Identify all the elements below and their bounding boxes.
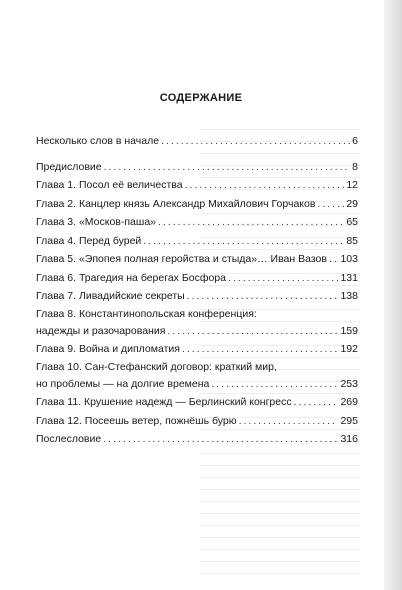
toc-entry-page: 8 [352, 160, 358, 173]
table-of-contents [36, 132, 358, 449]
toc-entry-page: 12 [346, 179, 358, 191]
leader-dots [294, 393, 339, 412]
toc-entry-page: 192 [340, 343, 358, 355]
leader-dots [161, 132, 350, 151]
leader-dots [228, 269, 338, 288]
toc-entry [36, 213, 358, 232]
toc-entry-title-continued: надежды и разочарования [36, 324, 166, 337]
toc-entry [36, 306, 358, 341]
toc-entry [36, 412, 358, 431]
toc-entry-title: Глава 12. Посеешь ветер, пожнёшь бурю [36, 414, 237, 427]
toc-entry [36, 195, 358, 214]
toc-entry-page: 29 [346, 197, 358, 210]
toc-entry-title: Глава 11. Крушение надежд — Берлинский конгресс [36, 396, 292, 408]
toc-entry-title: Глава 1. Посол её величества [36, 179, 183, 191]
leader-dots [182, 340, 339, 359]
page-title: СОДЕРЖАНИЕ [159, 92, 243, 104]
toc-entry [36, 287, 358, 306]
leader-dots [167, 322, 338, 341]
toc-entry [36, 176, 358, 195]
toc-entry-title: Предисловие [36, 160, 102, 173]
leader-dots [239, 412, 339, 431]
toc-entry-page: 269 [340, 396, 358, 408]
toc-entry-title: Несколько слов в начале [36, 135, 160, 147]
leader-dots [185, 176, 345, 195]
toc-entry [36, 430, 358, 449]
toc-entry-title: Послесловие [36, 433, 102, 445]
toc-entry-page: 253 [340, 377, 358, 390]
toc-entry-title: Глава 5. «Эпопея полная геройства и стыда»… Иван Вазов [36, 253, 327, 265]
toc-entry-title: Глава 10. Сан-Стефанский договор: краткий мир, [36, 360, 277, 373]
toc-entry-page: 138 [340, 290, 358, 302]
toc-entry-page: 131 [340, 271, 358, 284]
toc-entry [36, 340, 358, 359]
toc-entry-page: 103 [340, 253, 358, 265]
leader-dots [143, 232, 344, 251]
leader-dots [104, 158, 351, 177]
toc-entry [36, 393, 358, 412]
toc-entry [36, 250, 358, 269]
toc-entry [36, 359, 358, 394]
leader-dots [103, 430, 338, 449]
toc-entry [36, 158, 358, 177]
toc-entry-title-continued: но проблемы — на долгие времена [36, 377, 210, 390]
page-edge-shadow [384, 0, 402, 590]
toc-entry-page: 6 [352, 135, 358, 147]
leader-dots [317, 195, 344, 214]
toc-entry-page: 65 [346, 216, 358, 228]
toc-entry-title: Глава 2. Канцлер князь Александр Михайлович Горчаков [36, 197, 316, 210]
toc-entry-page: 316 [340, 433, 358, 445]
leader-dots [158, 213, 344, 232]
toc-entry-title: Глава 6. Трагедия на берегах Босфора [36, 271, 226, 284]
toc-entry-title: Глава 7. Ливадийские секреты [36, 290, 185, 302]
toc-entry-title: Глава 9. Война и дипломатия [36, 343, 180, 355]
toc-entry-page: 295 [340, 414, 358, 427]
leader-dots [329, 250, 339, 269]
toc-entry-title: Глава 3. «Москов-паша» [36, 216, 157, 228]
toc-entry-page: 85 [346, 234, 358, 247]
toc-entry-title: Глава 8. Константинопольская конференция: [36, 307, 257, 320]
toc-entry-title: Глава 4. Перед бурей [36, 234, 142, 247]
toc-entry [36, 132, 358, 151]
toc-entry [36, 232, 358, 251]
leader-dots [187, 287, 339, 306]
toc-entry [36, 269, 358, 288]
leader-dots [211, 375, 338, 394]
toc-entry-page: 159 [340, 324, 358, 337]
